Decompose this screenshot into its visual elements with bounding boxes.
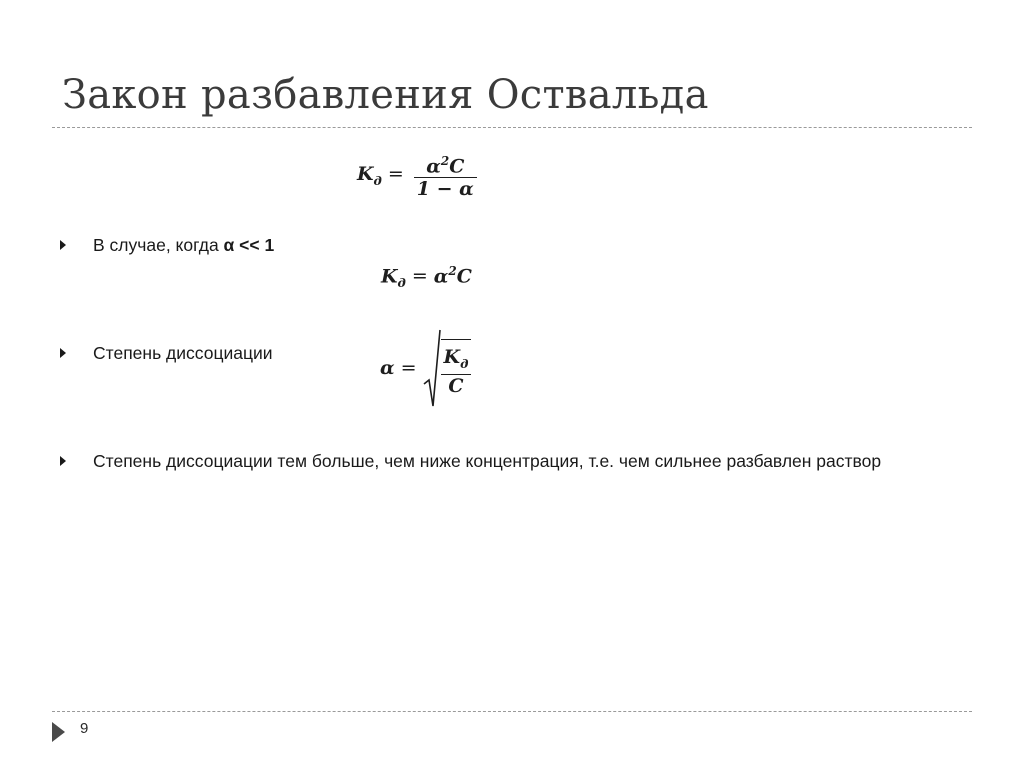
num-exponent: 2 [440,154,450,168]
alpha-lhs: α [380,357,395,379]
approx-exponent: 2 [448,264,457,278]
bullet-text-2: Степень диссоциации [93,343,273,363]
alpha-numerator [441,346,472,376]
alpha-equals: = [400,357,417,379]
equals-sign: = [387,163,404,186]
sqrt-icon [423,328,441,408]
alpha-num-k: K [443,345,461,368]
formula-approximation [381,264,472,290]
bullet-1-bold: α << 1 [223,235,275,255]
approx-lhs: K [381,265,398,288]
bullet-text-1 [93,232,274,258]
bullet-1-plain: В случае, когда [93,235,224,255]
slide-title: Закон разбавления Оствальда [62,72,709,118]
bullet-marker-1 [60,240,66,250]
approx-lhs-sub: д [397,276,406,291]
formula-fraction [414,150,477,200]
square-root [423,328,472,408]
formula-numerator [414,150,477,178]
title-divider [52,127,972,128]
footer-divider [52,711,972,712]
approx-concentration: C [456,265,472,288]
page-arrow-icon [52,722,65,742]
page-number: 9 [80,720,89,737]
approx-equals: = [411,265,428,288]
formula-lhs: K [357,163,374,186]
num-alpha: α [426,155,441,178]
num-concentration: C [449,155,465,178]
formula-denominator: 1 − α [416,178,474,201]
alpha-num-sub: д [460,356,469,371]
alpha-fraction [441,339,472,398]
alpha-denominator: C [448,375,464,398]
bullet-marker-2 [60,348,66,358]
formula-dissociation-constant [357,150,477,200]
formula-degree-dissociation [380,328,471,408]
formula-lhs-sub: д [373,173,382,188]
approx-alpha: α [433,265,449,288]
bullet-text-3: Степень диссоциации тем больше, чем ниже концентрация, т.е. чем сильнее разбавлен раствор [93,451,882,471]
bullet-marker-3 [60,456,66,466]
